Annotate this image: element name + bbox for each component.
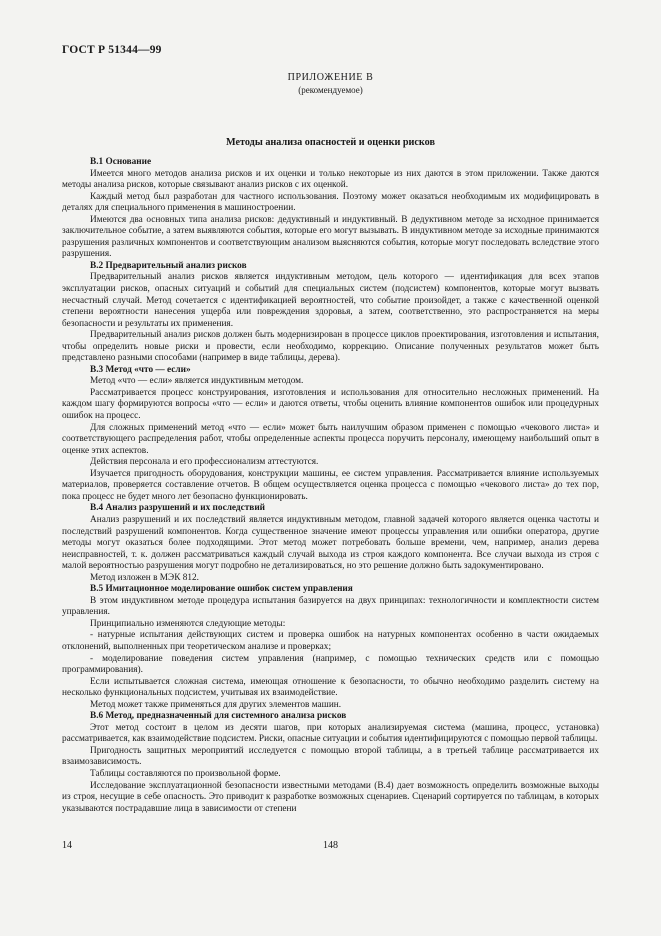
paragraph: Имеются два основных типа анализа рисков: дедуктивный и индуктивный. В дедуктивном методе за исходное принимается заключительное событие, а затем выявляются события, которые его могут вызывать. В индуктивном методе за исходные принимаются разрушения различных компонентов и соответствующим анализом выясняются события, которые могут последовать вследствие этого разрушения.: [62, 214, 599, 260]
section-heading-b6: В.6 Метод, предназначенный для системного анализа рисков: [90, 711, 347, 722]
paragraph: Для сложных применений метод «что — если» может быть наилучшим образом применен с помощью «чекового листа» и соответствующего распределения работ, чтобы определенные аспекты процесса поручить персоналу, имеющему наибольший опыт в оценке этих аспектов.: [62, 422, 599, 456]
section-heading-b4: В.4 Анализ разрушений и их последствий: [90, 503, 266, 514]
paragraph: Метод может также применяться для других элементов машин.: [90, 699, 342, 710]
section-heading-b2: В.2 Предварительный анализ рисков: [90, 260, 247, 271]
paragraph: Рассматривается процесс конструирования, изготовления и использования для относительно несложных применений. На каждом шагу формируются вопросы «что — если» и даются ответы, чтобы оценить влияние компонентов ошибок или процедурных ошибок на процесс.: [62, 387, 599, 422]
paragraph: Каждый метод был разработан для частного использования. Поэтому может оказаться необходимым их модифицировать в деталях для специального применения в машиностроении.: [62, 191, 599, 214]
paragraph: Действия персонала и его профессионализм аттестуются.: [90, 457, 319, 468]
section-heading-b3: В.3 Метод «что — если»: [90, 364, 191, 375]
paragraph: Метод «что — если» является индуктивным методом.: [90, 376, 304, 387]
paragraph: Изучается пригодность оборудования, конструкции машины, ее систем управления. Рассматривается влияние используемых материалов, проверяется составление отчетов. В общем осуществляется оценка процесса с помощью «чекового листа» до тех пор, пока процесс не будет много лет безопасно функционировать.: [62, 468, 599, 502]
paragraph: Исследование эксплуатационной безопасности известными методами (В.4) дает возможность определить возможные выходы из строя, несущие в себе опасность. Это приводит к разработке возможных сценариев. Сценарий сортируется по таблицам, в которых указываются пострадавшие лица в зависимости от степени: [62, 780, 599, 814]
paragraph: Этот метод состоит в целом из десяти шагов, при которых анализируемая система (машина, процесс, установка) рассматривается, как взаимодействие подсистем. Риски, опасные ситуации и события идентифицируются с помощью первой таблицы.: [62, 722, 599, 745]
paragraph: Предварительный анализ рисков должен быть модернизирован в процессе циклов проектирования, изготовления и испытания, чтобы определить новые риски и провести, если необходимо, коррекцию. Описание полученных результатов может быть представлено разными способами (например в виде таблицы, дерева).: [62, 330, 599, 364]
paragraph: Метод изложен в МЭК 812.: [90, 572, 199, 583]
standard-header: ГОСТ Р 51344—99: [62, 44, 162, 56]
paragraph: В этом индуктивном методе процедура испытания базируется на двух принципах: технологичности и комплектности систем управления.: [62, 595, 599, 618]
paragraph: Таблицы составляются по произвольной форме.: [90, 768, 281, 779]
document-body: [62, 157, 599, 815]
footer-left-number: 14: [62, 840, 72, 851]
document-title: Методы анализа опасностей и оценки рисков: [226, 137, 435, 148]
paragraph: Принципиально изменяются следующие методы:: [90, 618, 286, 629]
appendix-subtitle: (рекомендуемое): [298, 85, 363, 95]
appendix-title: ПРИЛОЖЕНИЕ В: [287, 72, 374, 83]
list-item: - моделирование поведения систем управления (например, с помощью технических средств или с помощью программирования).: [62, 653, 599, 676]
list-item: - натурные испытания действующих систем и проверка ошибок на натурных компонентах особенно в части ожидаемых отклонений, выполненных при теоретическом анализе и проверках;: [62, 630, 599, 652]
paragraph: Имеется много методов анализа рисков и их оценки и только некоторые из них даются в этом приложении. Также даются методы анализа рисков, которые связывают анализ рисков с их оценкой.: [62, 168, 599, 191]
section-heading-b5: В.5 Имитационное моделирование ошибок систем управления: [90, 584, 353, 595]
page-number: 148: [323, 840, 338, 851]
paragraph: Если испытывается сложная система, имеющая отношение к безопасности, то обычно необходимо разделить систему на несколько функциональных подсистем, учитывая их взаимодействие.: [62, 676, 599, 699]
paragraph: Анализ разрушений и их последствий является индуктивным методом, главной задачей которого является оценка частоты и последствий разрушений компонентов. Когда существенное значение имеют процессы управления или ошибки оператора, другие методы могут оказаться более подходящими. Этот метод может потребовать больше времени, чем, например, анализ дерева неисправностей, т. к. должен рассматриваться каждый случай выхода из строя каждого компонента. Все случаи выхода из строя с малой вероятностью разрушения могут подробно не детализироваться, но это решение должно быть задокументировано.: [62, 514, 599, 572]
paragraph: Пригодность защитных мероприятий исследуется с помощью второй таблицы, а в третьей таблице рассматривается их взаимозависимость.: [62, 745, 599, 768]
paragraph: Предварительный анализ рисков является индуктивным методом, цель которого — идентификация для всех этапов эксплуатации рисков, опасных ситуаций и событий для специальных систем (подсистем) компонентов, которые могут вызвать несчастный случай. Метод сочетается с идентификацией вероятностей, что событие произойдет, а также с качественной оценкой степени вероятности нанесения ущерба или повреждения здоровья, а затем, соответственно, это распространяется на меры безопасности и результаты их применения.: [62, 272, 599, 329]
section-heading-b1: В.1 Основание: [90, 157, 152, 167]
